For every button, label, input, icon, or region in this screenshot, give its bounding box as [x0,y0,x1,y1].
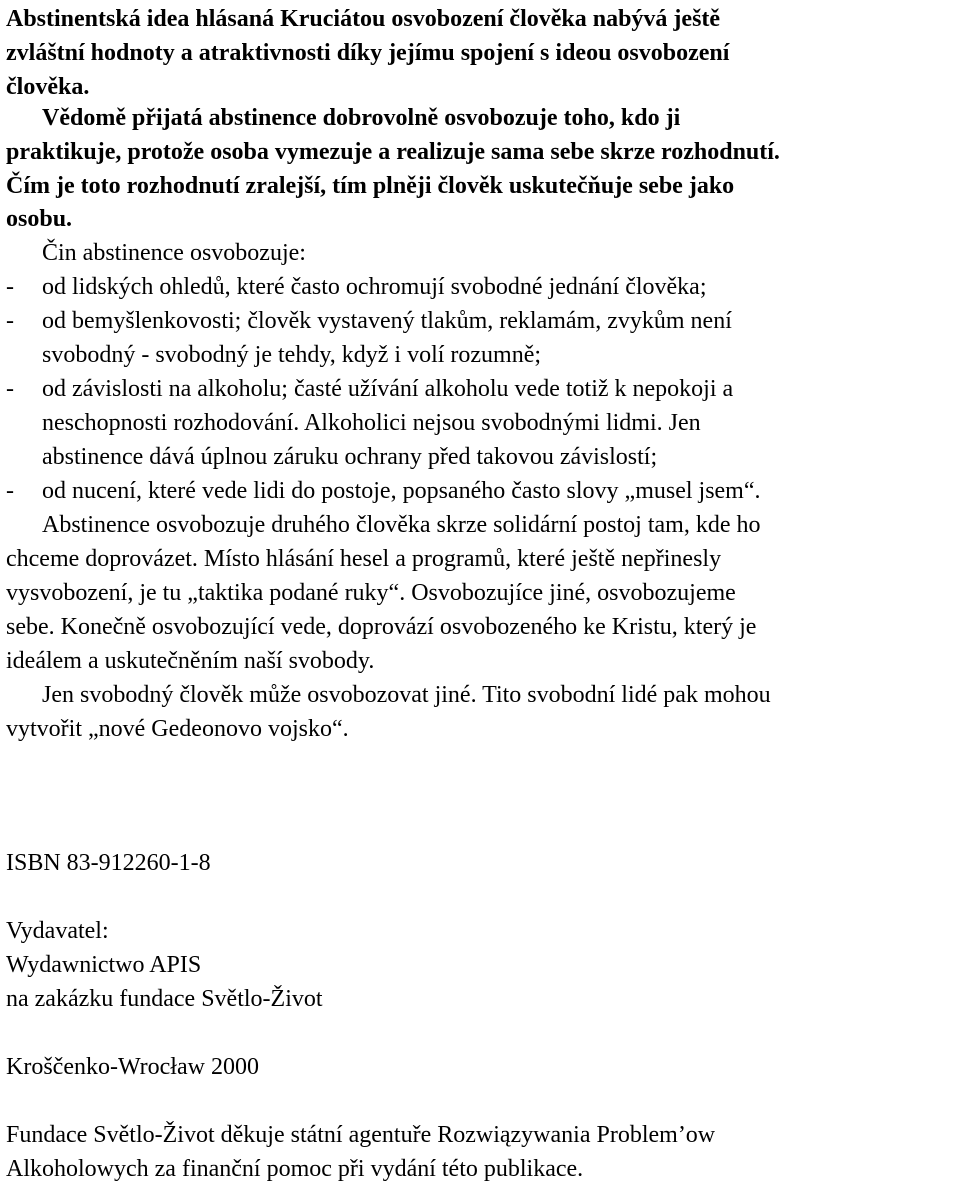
intro-line-2: zvláštní hodnoty a atraktivnosti díky jejímu spojení s ideou osvobození [6,40,730,66]
publisher-name: Wydawnictwo APIS [6,952,202,978]
publisher-label: Vydavatel: [6,918,109,944]
paragraph-2-line-5: ideálem a uskutečněním naší svobody. [6,648,375,674]
list-dash: - [6,308,14,334]
isbn: ISBN 83-912260-1-8 [6,850,211,876]
paragraph-2-line-3: vysvobození, je tu „taktika podané ruky“. Osvobozujíce jiné, osvobozujeme [6,580,736,606]
paragraph-3-line-2: vytvořit „nové Gedeonovo vojsko“. [6,716,349,742]
intro-line-6: Čím je toto rozhodnutí zralejší, tím plněji člověk uskutečňuje sebe jako [6,173,735,199]
list-item-text: od bemyšlenkovosti; člověk vystavený tlakům, reklamám, zvykům není [42,308,732,334]
list-item [6,372,733,406]
list-item-text: od lidských ohledů, které často ochromují svobodné jednání člověka; [42,274,707,300]
acknowledgement-line-2: Alkoholowych za finanční pomoc při vydání této publikace. [6,1156,584,1182]
list-dash: - [6,376,14,402]
paragraph-2-line-1: Abstinence osvobozuje druhého člověka skrze solidární postoj tam, kde ho [42,512,761,538]
list-item [6,270,707,304]
act-heading: Čin abstinence osvobozuje: [42,240,306,266]
place-year: Kroščenko-Wrocław 2000 [6,1054,259,1080]
publisher-note: na zakázku fundace Světlo-Život [6,986,323,1012]
list-item-continuation: neschopnosti rozhodování. Alkoholici nejsou svobodnými lidmi. Jen [42,410,701,436]
list-item [6,304,732,338]
paragraph-3-line-1: Jen svobodný člověk může osvobozovat jiné. Tito svobodní lidé pak mohou [42,682,771,708]
list-item-text: od nucení, které vede lidi do postoje, popsaného často slovy „musel jsem“. [42,478,761,504]
list-item [6,474,761,508]
intro-line-3: člověka. [6,74,90,100]
intro-line-4: Vědomě přijatá abstinence dobrovolně osvobozuje toho, kdo ji [42,105,681,131]
intro-line-1: Abstinentská idea hlásaná Kruciátou osvobození člověka nabývá ještě [6,6,721,32]
list-item-continuation: abstinence dává úplnou záruku ochrany před takovou závislostí; [42,444,658,470]
list-dash: - [6,478,14,504]
acknowledgement-line-1: Fundace Světlo-Život děkuje státní agentuře Rozwiązywania Problem’ow [6,1122,716,1148]
intro-line-5: praktikuje, protože osoba vymezuje a realizuje sama sebe skrze rozhodnutí. [6,139,780,165]
paragraph-2-line-4: sebe. Konečně osvobozující vede, doprovází osvobozeného ke Kristu, který je [6,614,757,640]
list-item-text: od závislosti na alkoholu; časté užívání alkoholu vede totiž k nepokoji a [42,376,734,402]
list-dash: - [6,274,14,300]
intro-line-7: osobu. [6,206,73,232]
list-item-continuation: svobodný - svobodný je tehdy, když i volí rozumně; [42,342,542,368]
paragraph-2-line-2: chceme doprovázet. Místo hlásání hesel a programů, které ještě nepřinesly [6,546,722,572]
